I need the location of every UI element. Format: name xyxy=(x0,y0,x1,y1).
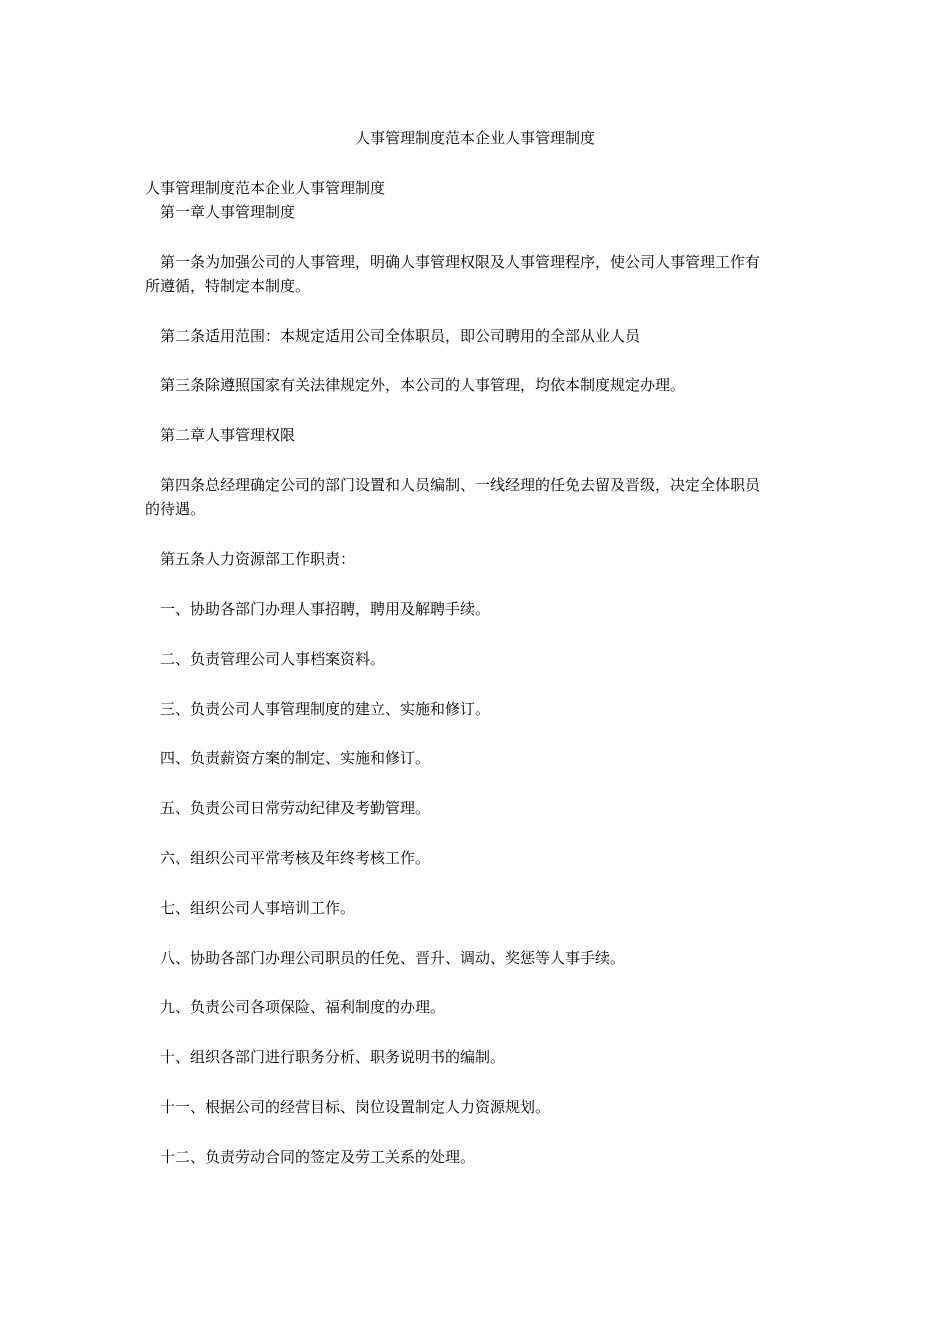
duty-item: 十一、根据公司的经营目标、岗位设置制定人力资源规划。 xyxy=(160,1098,551,1116)
article-5: 第五条人力资源部工作职责： xyxy=(160,550,356,568)
duty-item: 八、协助各部门办理公司职员的任免、晋升、调动、奖惩等人事手续。 xyxy=(160,949,626,967)
duty-item: 七、组织公司人事培训工作。 xyxy=(160,899,356,917)
duty-item: 三、负责公司人事管理制度的建立、实施和修订。 xyxy=(160,700,491,718)
duty-item: 九、负责公司各项保险、福利制度的办理。 xyxy=(160,998,446,1016)
duty-item: 六、组织公司平常考核及年终考核工作。 xyxy=(160,849,431,867)
duty-item: 十二、负责劳动合同的签定及劳工关系的处理。 xyxy=(160,1148,476,1166)
article-4-line-2: 的待遇。 xyxy=(145,500,206,518)
document-subtitle: 人事管理制度范本企业人事管理制度 xyxy=(145,179,386,197)
duty-item: 二、负责管理公司人事档案资料。 xyxy=(160,650,386,668)
chapter-1-heading: 第一章人事管理制度 xyxy=(160,203,296,221)
duty-item: 一、协助各部门办理人事招聘，聘用及解聘手续。 xyxy=(160,600,491,618)
duty-item: 五、负责公司日常劳动纪律及考勤管理。 xyxy=(160,799,431,817)
duty-item: 十、组织各部门进行职务分析、职务说明书的编制。 xyxy=(160,1048,506,1066)
article-2: 第二条适用范围：本规定适用公司全体职员，即公司聘用的全部从业人员 xyxy=(160,327,641,345)
article-1-line-2: 所遵循，特制定本制度。 xyxy=(145,277,311,295)
document-title: 人事管理制度范本企业人事管理制度 xyxy=(354,129,595,147)
article-1-line-1: 第一条为加强公司的人事管理，明确人事管理权限及人事管理程序，使公司人事管理工作有 xyxy=(160,253,761,271)
article-3: 第三条除遵照国家有关法律规定外，本公司的人事管理，均依本制度规定办理。 xyxy=(160,376,686,394)
chapter-2-heading: 第二章人事管理权限 xyxy=(160,426,296,444)
duty-item: 四、负责薪资方案的制定、实施和修订。 xyxy=(160,749,431,767)
article-4-line-1: 第四条总经理确定公司的部门设置和人员编制、一线经理的任免去留及晋级，决定全体职员 xyxy=(160,476,761,494)
